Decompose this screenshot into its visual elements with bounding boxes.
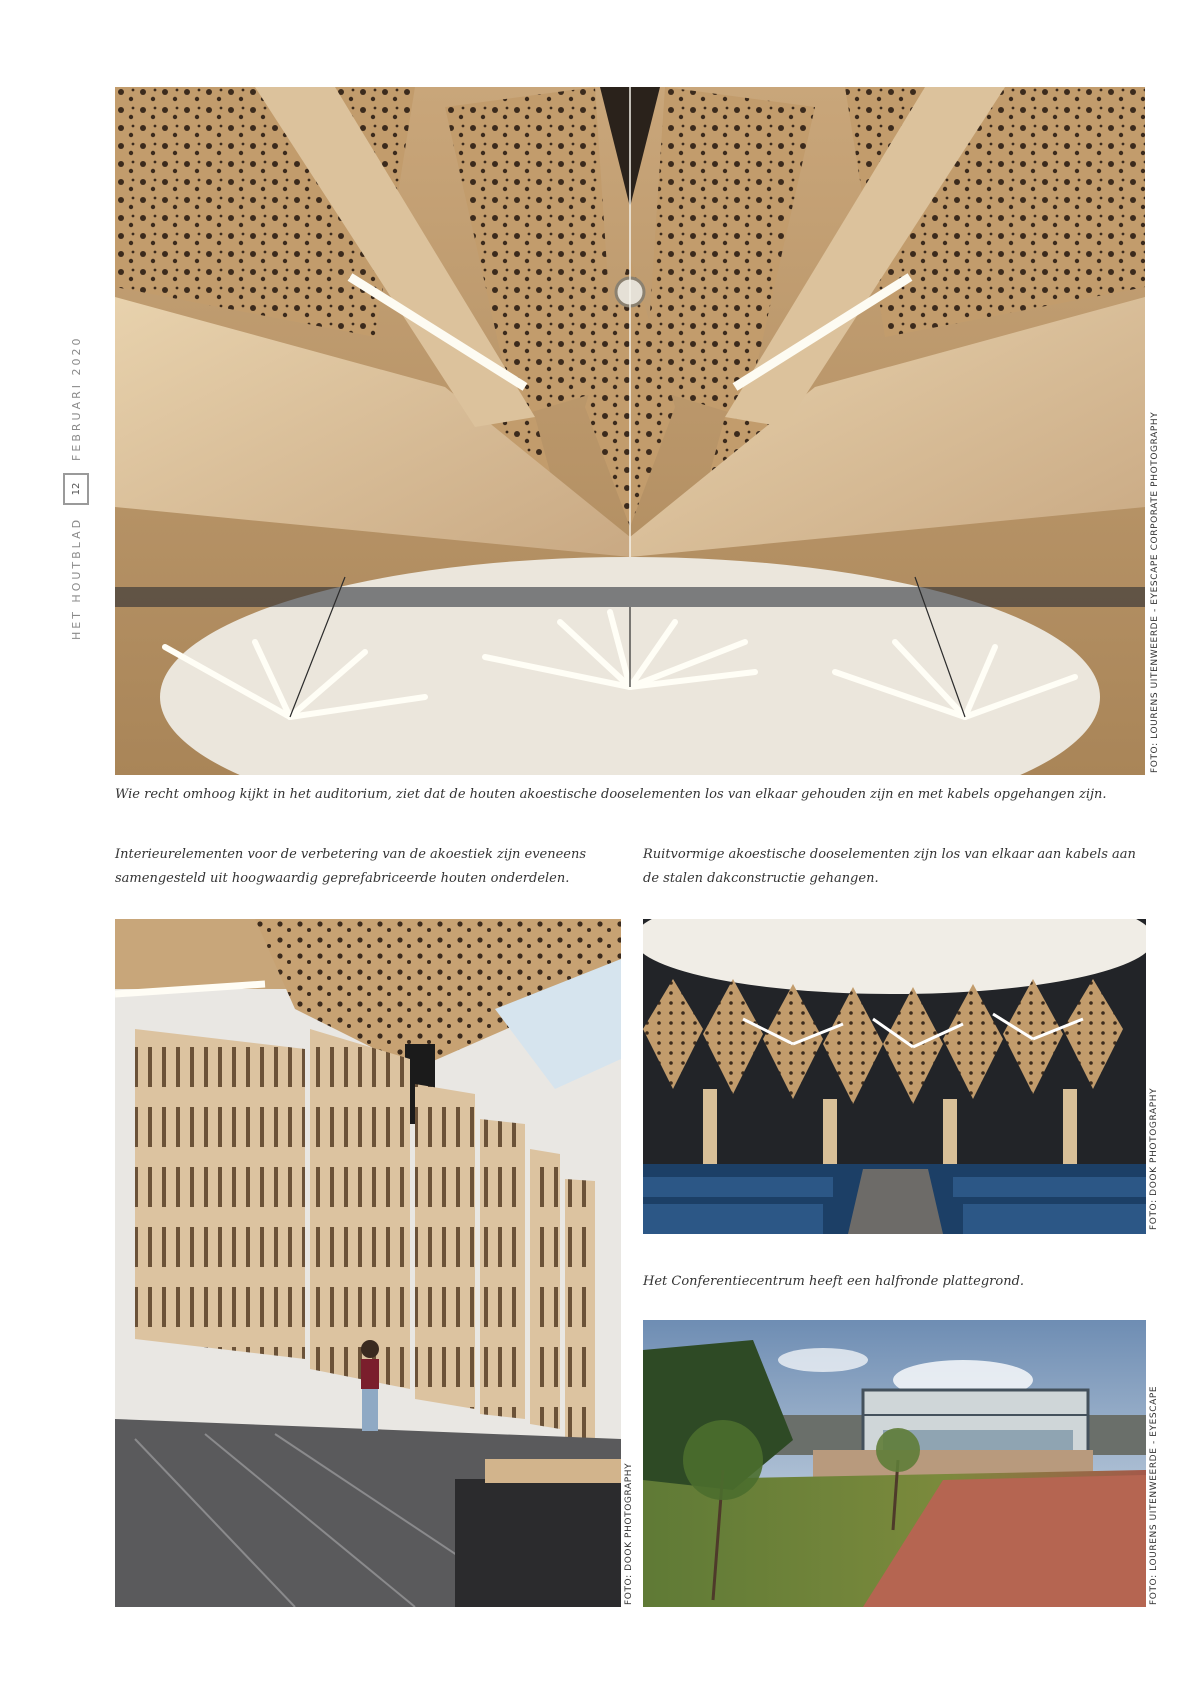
- diamond-illustration: [643, 919, 1146, 1234]
- caption-wall-elements: Interieurelementen voor de verbetering van de akoestiek zijn eveneens samengesteld uit hoogwaardig geprefabriceerde houten onderdelen.: [115, 847, 587, 886]
- wall-illustration: [115, 919, 621, 1607]
- credit-diamond-elements: FOTO: DOOK PHOTOGRAPHY: [1149, 1087, 1159, 1230]
- magazine-name: HET HOUTBLAD: [69, 516, 83, 640]
- photo-diamond-elements: [643, 919, 1146, 1234]
- issue-date: FEBRUARI 2020: [69, 335, 83, 461]
- running-header: [56, 300, 96, 640]
- photo-wall-elements: [115, 919, 621, 1607]
- page-number: 12: [63, 473, 89, 505]
- photo-auditorium-ceiling: [115, 87, 1145, 775]
- photo-exterior: [643, 1320, 1146, 1607]
- caption-exterior: Het Conferentiecentrum heeft een halfronde plattegrond.: [643, 1274, 1025, 1289]
- exterior-illustration: [643, 1320, 1146, 1607]
- credit-exterior: FOTO: LOURENS UITENWEERDE - EYESCAPE: [1149, 1385, 1159, 1605]
- ceiling-illustration: [115, 87, 1145, 775]
- credit-wall-elements: FOTO: DOOK PHOTOGRAPHY: [624, 1462, 634, 1605]
- caption-diamond-elements: Ruitvormige akoestische dooselementen zijn los van elkaar aan kabels aan de stalen dakconstructie gehangen.: [643, 847, 1136, 886]
- credit-auditorium-ceiling: FOTO: LOURENS UITENWEERDE - EYESCAPE CORPORATE PHOTOGRAPHY: [1150, 411, 1160, 773]
- caption-auditorium-ceiling: Wie recht omhoog kijkt in het auditorium, ziet dat de houten akoestische dooselementen los van elkaar gehouden zijn en met kabels opgehangen zijn.: [115, 787, 1107, 802]
